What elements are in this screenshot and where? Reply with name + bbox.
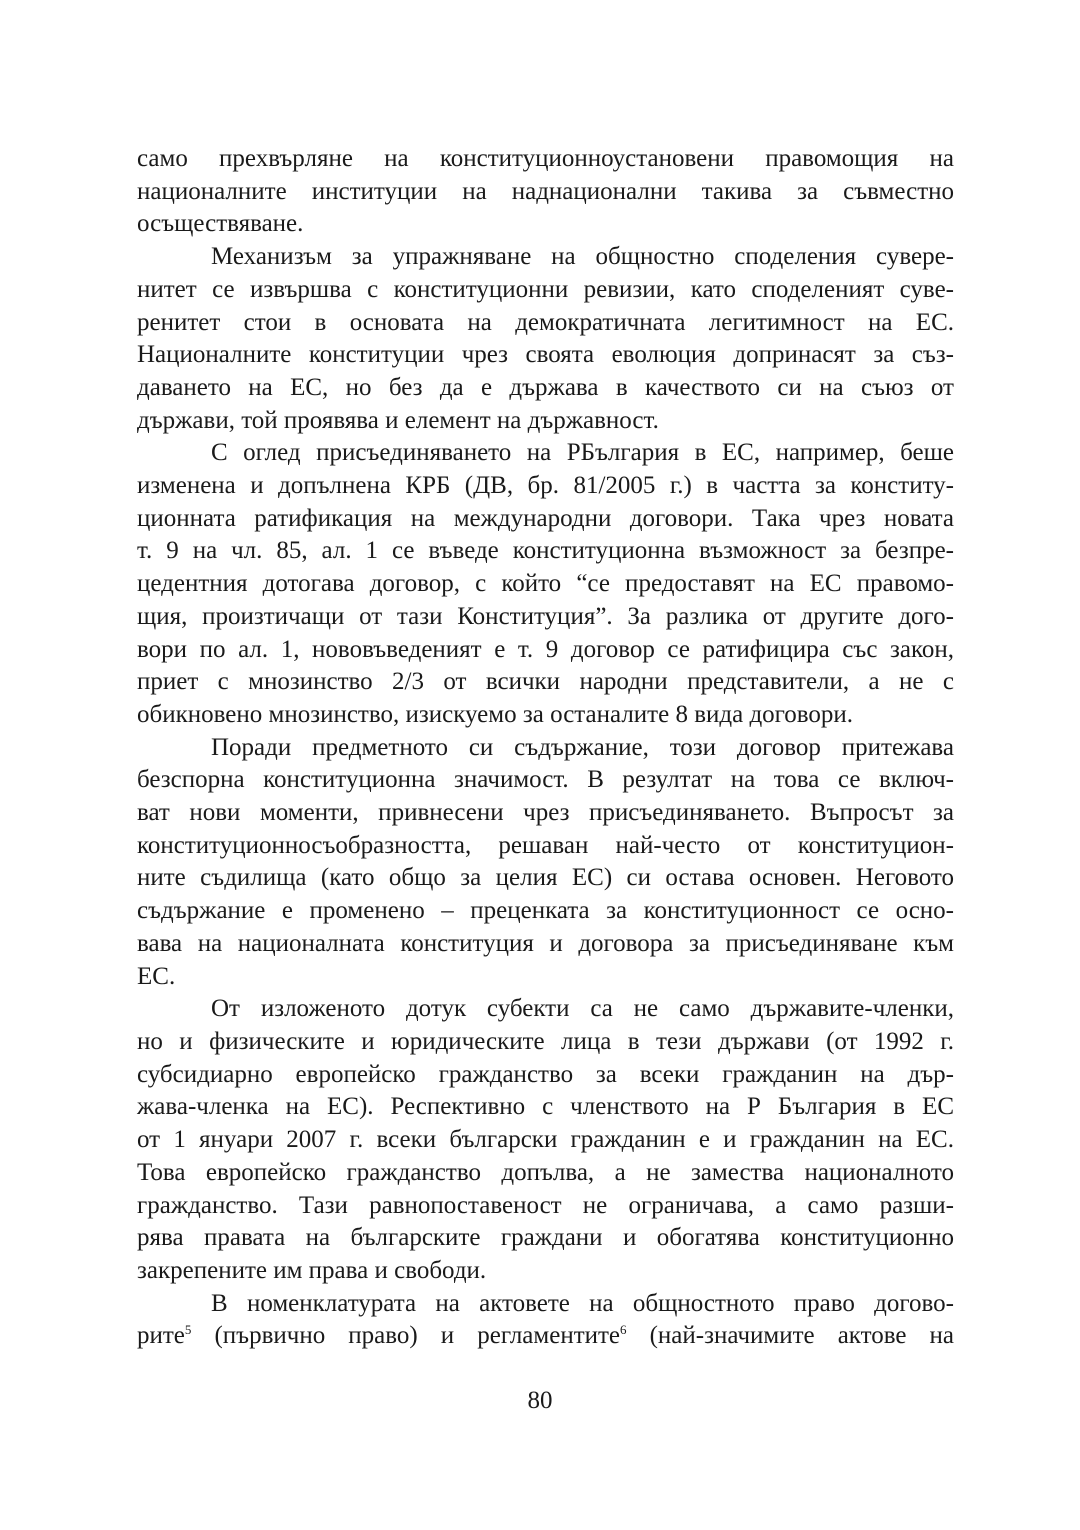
text-line: ват нови моменти, привнесени чрез присъединяването. Въпросът за — [137, 799, 954, 827]
page-body — [137, 143, 954, 1353]
text-line: само прехвърляне на конституционноустановени правомощия на — [137, 145, 954, 172]
paragraph-2 — [137, 241, 954, 437]
paragraph-6 — [137, 1288, 954, 1353]
text-line: съдържание е променено – преценката за конституционност се осно- — [137, 897, 954, 925]
text-line: Поради предметното си съдържание, този договор притежава — [211, 733, 954, 761]
text-line: вори по ал. 1, нововъведеният е т. 9 договор се ратифицира със закон, — [137, 635, 954, 663]
text-line: щия, произтичащи от тази Конституция”. За разлика от другите дого- — [137, 602, 954, 630]
text-line: Националните конституции чрез своята еволюция допринасят за съз- — [137, 341, 954, 369]
text-line: закрепените им права и свободи. — [137, 1256, 487, 1284]
paragraph-1 — [137, 143, 954, 241]
text-line: конституционносъобразността, решаван най-често от конституцион- — [137, 831, 954, 859]
text-line: ните съдилища (като общо за целия ЕС) си остава основен. Неговото — [137, 864, 954, 892]
text-line: изменена и допълнена КРБ (ДВ, бр. 81/2005 г.) в частта за конститу- — [137, 472, 954, 500]
text-line: ЕС. — [137, 962, 176, 990]
text-line: нитет се извършва с конституционни ревизии, като споделеният суве- — [137, 275, 954, 303]
text-line: приет с мнозинство 2/3 от всички народни представители, а не с — [137, 668, 954, 696]
footnote-ref-5: 5 — [184, 1322, 192, 1338]
text-line: но и физическите и юридическите лица в тези държави (от 1992 г. — [137, 1027, 954, 1055]
text-fragment: (първично право) и регламентите — [191, 1322, 621, 1350]
text-line: Това европейско гражданство допълва, а не замества националното — [137, 1158, 954, 1186]
text-fragment: рите — [137, 1322, 185, 1350]
text-line: В номенклатурата на актовете на общностното право догово- — [211, 1289, 954, 1317]
text-line: държави, той проявява и елемент на държавност. — [137, 406, 659, 434]
text-line: обикновено мнозинство, изискуемо за останалите 8 вида договори. — [137, 700, 854, 728]
text-line: т. 9 на чл. 85, ал. 1 се въведе конституционна възможност за безпре- — [137, 537, 954, 565]
text-line: цедентния дотогава договор, с който “се предоставят на ЕС правомо- — [137, 570, 954, 598]
text-fragment: (най-значимите актове на — [626, 1322, 954, 1350]
text-line: ренитет стои в основата на демократичната легитимност на ЕС. — [137, 308, 954, 336]
text-line: субсидиарно европейско гражданство за всеки гражданин на дър- — [137, 1060, 954, 1088]
text-line: вава на националната конституция и договора за присъединяване към — [137, 929, 954, 957]
text-line: националните институции на наднационални такива за съвместно — [137, 177, 954, 205]
footnote-ref-6: 6 — [620, 1322, 627, 1338]
text-line: С оглед присъединяването на РБългария в ЕС, например, беше — [211, 439, 954, 467]
text-line — [137, 1320, 954, 1353]
text-line: рява правата на българските граждани и обогатява конституционно — [137, 1224, 954, 1252]
text-line: от 1 януари 2007 г. всеки български гражданин е и гражданин на ЕС. — [137, 1126, 954, 1154]
paragraph-4 — [137, 732, 954, 994]
paragraph-5 — [137, 993, 954, 1287]
text-line: даването на ЕС, но без да е държава в качеството си на съюз от — [137, 373, 954, 401]
text-line: гражданство. Тази равнопоставеност не ограничава, а само разши- — [137, 1191, 954, 1219]
text-line: ционната ратификация на международни договори. Така чрез новата — [137, 504, 954, 532]
text-line: безспорна конституционна значимост. В резултат на това се включ- — [137, 766, 954, 794]
text-line: Механизъм за упражняване на общностно споделения сувере- — [211, 243, 954, 271]
text-line: осъществяване. — [137, 210, 304, 238]
page-number: 80 — [527, 1387, 553, 1414]
text-line: жава-членка на ЕС). Респективно с членството на Р България в ЕС — [137, 1093, 954, 1121]
paragraph-3 — [137, 437, 954, 731]
text-line: От изложеното дотук субекти са не само държавите-членки, — [211, 995, 954, 1023]
